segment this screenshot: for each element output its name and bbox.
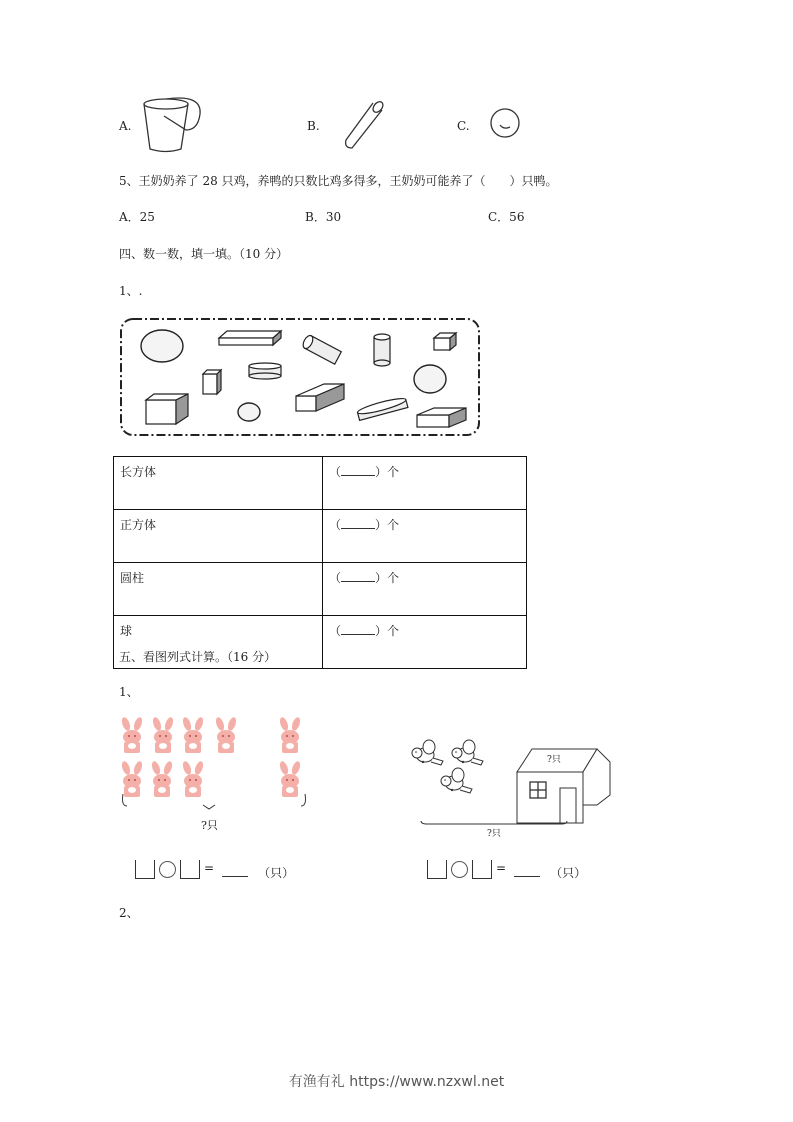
footer-watermark: 有渔有礼 https://www.nzxwl.net [288,1074,505,1090]
shape-name-cell: 圆柱 [114,563,323,616]
section-5-item-1: 1、 [119,685,139,699]
operand-box[interactable] [180,860,200,879]
q5-option-a: A．25 [119,210,155,224]
table-row [114,457,527,510]
result-blank[interactable] [514,876,540,877]
answer-blank[interactable] [341,465,375,476]
shape-name-cell: 长方体 [114,457,323,510]
answer-cell[interactable]: （ ）个 [323,457,527,510]
operator-circle[interactable] [451,861,468,878]
birds-brace-label: ?只 [487,829,501,839]
equation-left: = （只） [135,860,294,879]
answer-cell[interactable]: （ ）个 [323,563,527,616]
answer-cell[interactable]: （ ）个 [323,510,527,563]
shape-count-table [113,456,527,669]
shape-name-cell: 正方体 [114,510,323,563]
section-5-item-2: 2、 [119,906,139,920]
cylinder-tube-icon [340,98,390,152]
question-5: 5、王奶奶养了 28 只鸡，养鸭的只数比鸡多得多，王奶奶可能养了（ ）只鸭。 [119,174,558,188]
section-4-title: 四、数一数，填一填。（10 分） [119,247,289,261]
answer-blank[interactable] [341,571,375,582]
option-b-label: B. [307,119,320,133]
table-row [114,510,527,563]
equation-right: = （只） [427,860,586,879]
option-c-label: C. [457,119,470,133]
q5-option-c: C．56 [488,210,525,224]
shape-name-cell: 球 [114,616,323,669]
operand-box[interactable] [427,860,447,879]
answer-blank[interactable] [341,518,375,529]
shapes-illustration [118,316,484,438]
bucket-icon [140,94,206,154]
ball-icon [490,108,522,140]
q5-option-b: B．30 [305,210,342,224]
operand-box[interactable] [472,860,492,879]
section-5-title: 五、看图列式计算。（16 分） [119,650,277,664]
house-label: ?只 [547,755,561,765]
birds-house-illustration [405,735,615,835]
option-a-label: A. [119,119,132,133]
rabbits-brace-label: ?只 [201,819,218,832]
operand-box[interactable] [135,860,155,879]
answer-cell[interactable]: （ ）个 [323,616,527,669]
section-4-item-1: 1、. [119,284,143,298]
result-blank[interactable] [222,876,248,877]
operator-circle[interactable] [159,861,176,878]
table-row [114,563,527,616]
answer-blank[interactable] [341,624,375,635]
